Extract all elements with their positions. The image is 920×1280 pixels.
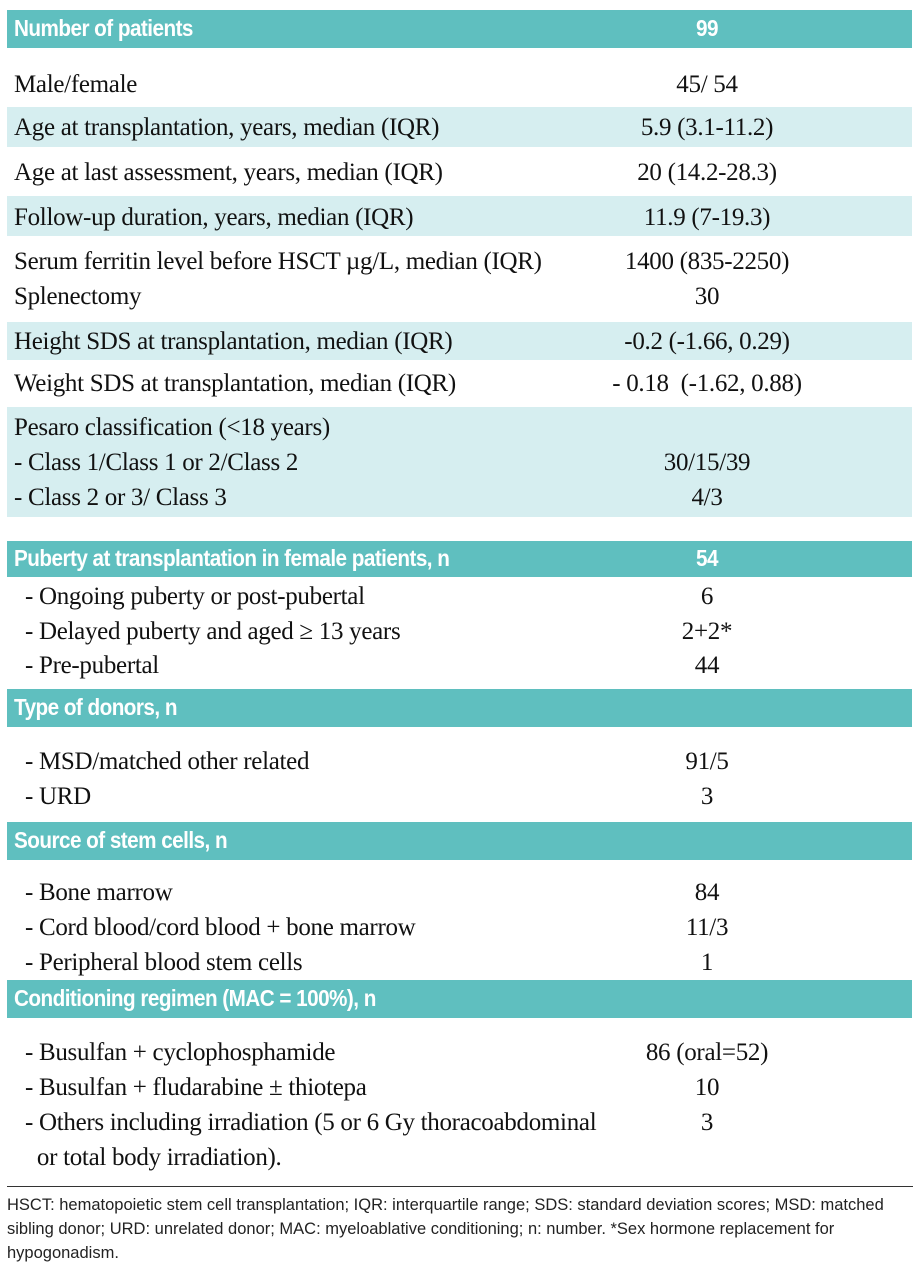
header-label: Conditioning regimen (MAC = 100%), n xyxy=(14,985,376,1011)
row-value: 1400 (835-2250) xyxy=(624,248,790,275)
row-value: 6 xyxy=(700,583,714,610)
header-row-donors xyxy=(7,689,912,727)
row-label: - Busulfan + cyclophosphamide xyxy=(25,1039,336,1066)
row-value: 4/3 xyxy=(691,484,723,511)
table-row xyxy=(7,196,912,236)
header-row-conditioning xyxy=(7,980,912,1018)
row-label: - Bone marrow xyxy=(25,879,173,906)
row-label: - Peripheral blood stem cells xyxy=(25,949,303,976)
row-label: - Ongoing puberty or post-pubertal xyxy=(25,583,365,610)
row-label: - URD xyxy=(25,783,91,810)
row-label: Follow-up duration, years, median (IQR) xyxy=(14,204,414,231)
row-label: - MSD/matched other related xyxy=(25,748,310,775)
header-label: Number of patients xyxy=(14,15,193,41)
row-value: 3 xyxy=(700,1109,714,1136)
row-label: Splenectomy xyxy=(14,283,142,310)
pesaro-section xyxy=(7,407,912,517)
table-row xyxy=(7,322,912,360)
row-label: - Cord blood/cord blood + bone marrow xyxy=(25,914,416,941)
row-label: Age at last assessment, years, median (IQR) xyxy=(14,159,443,186)
table-row xyxy=(7,107,912,147)
row-label: Age at transplantation, years, median (IQR) xyxy=(14,114,440,141)
row-label: - Busulfan + fludarabine ± thiotepa xyxy=(25,1074,367,1101)
conditioning-items xyxy=(7,1030,912,1178)
row-value: 30/15/39 xyxy=(663,449,751,476)
row-value: 11.9 (7-19.3) xyxy=(643,204,771,231)
row-value: 91/5 xyxy=(685,748,729,775)
row-label: Male/female xyxy=(14,71,138,98)
header-label: Puberty at transplantation in female patients, n xyxy=(14,545,450,571)
row-value: 86 (oral=52) xyxy=(645,1039,769,1066)
table-row xyxy=(7,60,912,100)
header-value: 99 xyxy=(696,15,718,41)
row-value: -0.2 (-1.66, 0.29) xyxy=(624,328,790,355)
header-value: 54 xyxy=(696,545,718,571)
row-label: Height SDS at transplantation, median (IQR) xyxy=(14,328,453,355)
row-value: 2+2* xyxy=(681,618,733,645)
row-value: 44 xyxy=(694,652,720,679)
row-value: 30 xyxy=(694,283,720,310)
footnote: HSCT: hematopoietic stem cell transplantation; IQR: interquartile range; SDS: standard deviation scores; MSD: matched sibling donor; URD: unrelated donor; MAC: myeloablative conditioning; n: number. *Sex hormone replacement for hypogonadism. xyxy=(7,1186,913,1265)
table-row xyxy=(7,362,912,402)
row-label: - Class 1/Class 1 or 2/Class 2 xyxy=(14,449,299,476)
header-row-patients xyxy=(7,10,912,48)
header-label: Source of stem cells, n xyxy=(14,827,228,853)
row-value: 3 xyxy=(700,783,714,810)
row-value: 45/ 54 xyxy=(676,71,738,98)
row-label: - Delayed puberty and aged ≥ 13 years xyxy=(25,618,401,645)
table-row xyxy=(7,240,912,316)
row-value: 11/3 xyxy=(685,914,729,941)
stem-cells-items xyxy=(7,868,912,980)
row-value: 84 xyxy=(694,879,720,906)
puberty-items xyxy=(7,579,912,687)
row-value: 1 xyxy=(700,949,714,976)
row-label: or total body irradiation). xyxy=(25,1144,282,1171)
row-label: - Pre-pubertal xyxy=(25,652,159,679)
row-label: Weight SDS at transplantation, median (IQR) xyxy=(14,370,456,397)
donors-items xyxy=(7,735,912,813)
row-label: - Others including irradiation (5 or 6 Gy thoracoabdominal xyxy=(25,1109,597,1136)
header-label: Type of donors, n xyxy=(14,694,177,720)
header-row-puberty xyxy=(7,541,912,577)
row-value: 10 xyxy=(694,1074,720,1101)
table-row xyxy=(7,152,912,192)
row-value: 5.9 (3.1-11.2) xyxy=(640,114,774,141)
row-label: - Class 2 or 3/ Class 3 xyxy=(14,484,227,511)
row-value: 20 (14.2-28.3) xyxy=(637,159,777,186)
header-row-stem-cells xyxy=(7,822,912,860)
section-title: Pesaro classification (<18 years) xyxy=(14,414,330,441)
row-value: - 0.18 (-1.62, 0.88) xyxy=(612,370,802,397)
row-label: Serum ferritin level before HSCT µg/L, median (IQR) xyxy=(14,248,542,275)
